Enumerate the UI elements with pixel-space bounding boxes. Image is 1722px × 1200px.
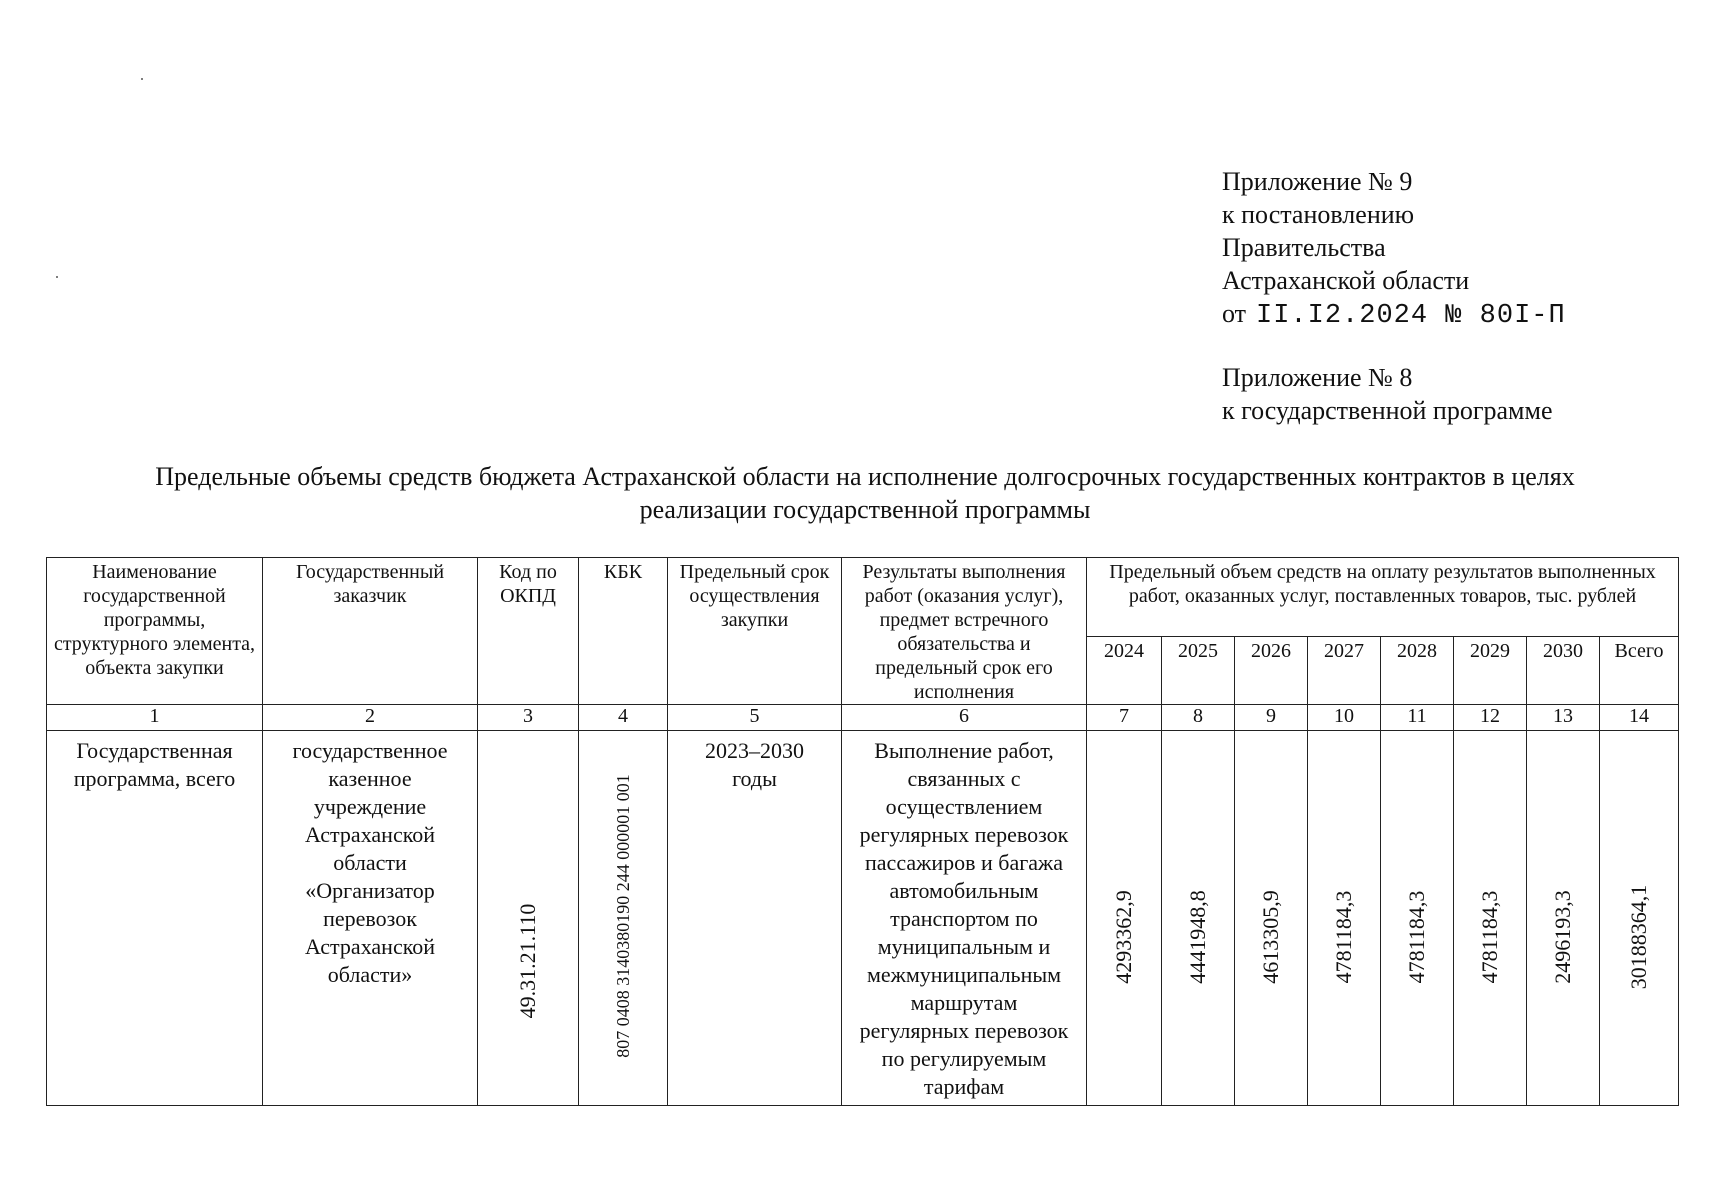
amount-value: 4613305,9 [1258, 890, 1283, 984]
column-number: 9 [1235, 705, 1308, 731]
cell-okpd [478, 731, 579, 1106]
annex-line: Астраханской области [1222, 266, 1470, 295]
annex-block-2 [1222, 361, 1553, 427]
cell-amount [1308, 731, 1381, 1106]
amount-value: 4781184,3 [1477, 890, 1502, 984]
header-amount-group: Предельный объем средств на оплату результатов выполненных работ, оказанных услуг, поставленных товаров, тыс. рублей [1087, 558, 1679, 637]
okpd-code: 49.31.21.110 [515, 903, 540, 1019]
column-number: 11 [1381, 705, 1454, 731]
amount-value: 4441948,8 [1185, 890, 1210, 984]
column-number: 10 [1308, 705, 1381, 731]
annex-line: Правительства [1222, 233, 1386, 262]
header-total: Всего [1600, 637, 1679, 705]
column-number-row [47, 705, 1679, 731]
header-year: 2030 [1527, 637, 1600, 705]
cell-amount [1454, 731, 1527, 1106]
scan-speck [56, 276, 58, 278]
amount-value: 4293362,9 [1111, 890, 1136, 984]
cell-term: 2023–2030 годы [668, 731, 842, 1106]
cell-amount [1235, 731, 1308, 1106]
cell-amount [1381, 731, 1454, 1106]
annex-line: к государственной программе [1222, 396, 1553, 425]
annex-ot: от [1222, 299, 1247, 328]
annex-line: к постановлению [1222, 200, 1415, 229]
cell-customer: государственное казенное учреждение Астраханской области «Организатор перевозок Астраханской области» [263, 731, 478, 1106]
title-line: Предельные объемы средств бюджета Астраханской области на исполнение долгосрочных государственных контрактов в целях [155, 462, 1575, 491]
annex-line: Приложение № 8 [1222, 363, 1413, 392]
cell-results: Выполнение работ, связанных с осуществлением регулярных перевозок пассажиров и багажа автомобильным транспортом по муниципальным и межмуниципальным маршрутам регулярных перевозок по регулируемым тарифам [842, 731, 1087, 1106]
column-number: 1 [47, 705, 263, 731]
amount-value: 4781184,3 [1331, 890, 1356, 984]
header-year: 2025 [1162, 637, 1235, 705]
title-line: реализации государственной программы [639, 495, 1091, 524]
column-number: 8 [1162, 705, 1235, 731]
header-customer: Государственный заказчик [263, 558, 478, 705]
header-year: 2027 [1308, 637, 1381, 705]
amount-value: 2496193,3 [1550, 890, 1575, 984]
document-title [40, 460, 1690, 526]
decree-stamp: II.I2.2024 № 80I-П [1256, 301, 1566, 331]
header-kbk: КБК [579, 558, 668, 705]
column-number: 3 [478, 705, 579, 731]
header-results: Результаты выполнения работ (оказания услуг), предмет встречного обязательства и предельный срок его исполнения [842, 558, 1087, 705]
column-number: 5 [668, 705, 842, 731]
cell-kbk [579, 731, 668, 1106]
column-number: 13 [1527, 705, 1600, 731]
column-number: 7 [1087, 705, 1162, 731]
annex-date-line [1222, 297, 1566, 333]
scan-speck [141, 78, 143, 80]
header-term: Предельный срок осуществления закупки [668, 558, 842, 705]
cell-amount [1087, 731, 1162, 1106]
column-number: 2 [263, 705, 478, 731]
column-number: 4 [579, 705, 668, 731]
header-program-name: Наименование государственной программы, структурного элемента, объекта закупки [47, 558, 263, 705]
column-number: 14 [1600, 705, 1679, 731]
header-year: 2029 [1454, 637, 1527, 705]
column-number: 6 [842, 705, 1087, 731]
header-year: 2026 [1235, 637, 1308, 705]
header-okpd: Код по ОКПД [478, 558, 579, 705]
annex-line: Приложение № 9 [1222, 167, 1413, 196]
header-row [47, 558, 1679, 637]
header-year: 2028 [1381, 637, 1454, 705]
header-year: 2024 [1087, 637, 1162, 705]
contracts-table [46, 557, 1679, 1106]
cell-program-name: Государственная программа, всего [47, 731, 263, 1106]
table-row [47, 731, 1679, 1106]
annex-block [1222, 165, 1566, 333]
kbk-code: 807 0408 3140380190 244 000001 001 [613, 774, 633, 1058]
column-number: 12 [1454, 705, 1527, 731]
cell-amount-total [1600, 731, 1679, 1106]
amount-total-value: 30188364,1 [1626, 884, 1652, 990]
cell-amount [1527, 731, 1600, 1106]
cell-amount [1162, 731, 1235, 1106]
amount-value: 4781184,3 [1404, 890, 1429, 984]
